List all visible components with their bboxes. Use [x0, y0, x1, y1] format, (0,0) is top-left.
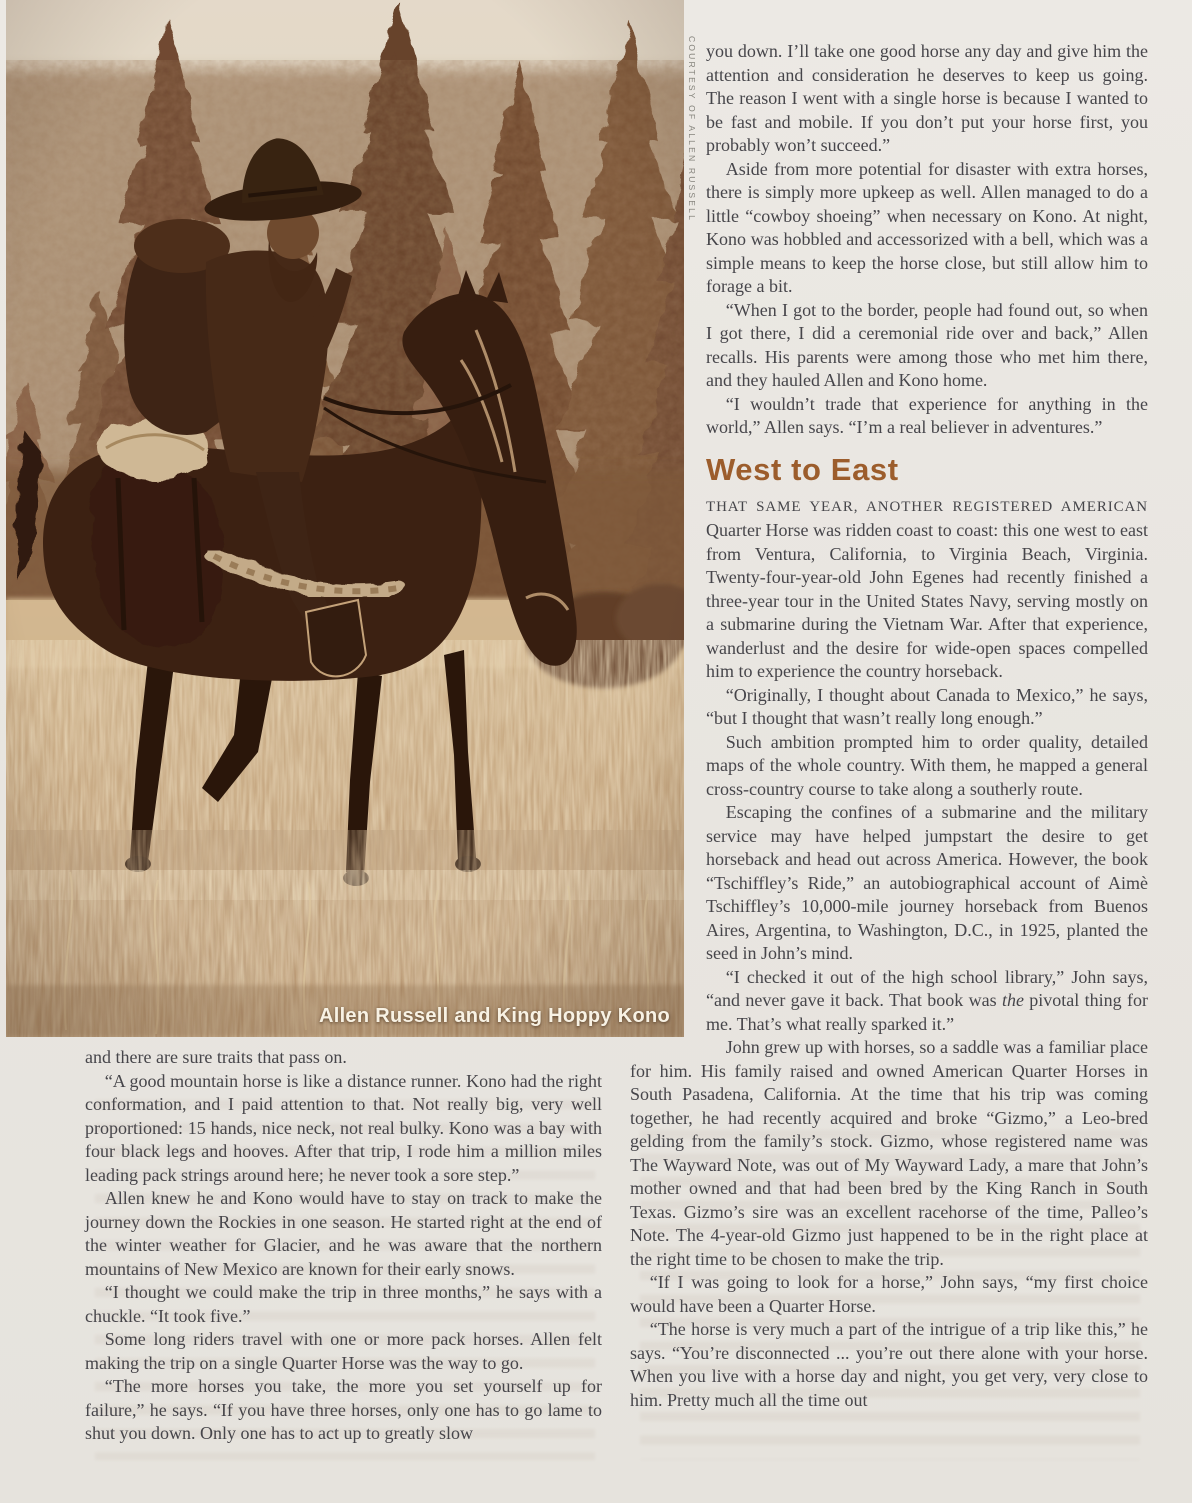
body-paragraph: “The horse is very much a part of the intrigue of a trip like this,” he says. “You’re disconnected ... you’re out there alone with your horse. When you live with a horse day and night, you get very, very close to him. Pretty much all the time out: [630, 1319, 1148, 1410]
body-paragraph: “The more horses you take, the more you set yourself up for failure,” he says. “If you have three horses, only one has to go lame to shut you down. Only one has to act up to greatly slow: [85, 1376, 602, 1443]
horseback-photo-illustration: [6, 0, 684, 1037]
body-paragraph: “When I got to the border, people had found out, so when I got there, I did a ceremonial ride over and back,” Allen recalls. His parents were among those who met him there, and they hauled Allen and Kono home.: [706, 299, 1148, 390]
body-paragraph: [630, 494, 1148, 684]
lead-paragraph-text: Quarter Horse was ridden coast to coast: this one west to east from Ventura, California, to Virginia Beach, Virginia. Twenty-four-year-old John Egenes had recently finished a three-year tour in the United States Navy, serving mostly on a submarine during the Vietnam War. After that experience, wanderlust and the desire for wide-open spaces compelled him to experience the country horseback.: [706, 520, 1148, 681]
body-paragraph: you down. I’ll take one good horse any day and give him the attention and consideration he deserves to keep us going. The reason I went with a single horse is because I wanted to be fast and mobile. If you don’t put your horse first, you probably won’t succeed.”: [706, 41, 1148, 155]
paragraph-text: pivotal thing for me. That’s what really sparked it.”: [706, 990, 1148, 1034]
body-paragraph: “If I was going to look for a horse,” John says, “my first choice would have been a Quarter Horse.: [630, 1272, 1148, 1316]
photo-allen-russell-on-horseback: [6, 0, 684, 1037]
body-paragraph: Escaping the confines of a submarine and the military service may have helped jumpstart the desire to get horseback and head out across America. However, the book “Tschiffley’s Ride,” an autobiographical account of Aimè Tschiffley’s 10,000-mile journey horseback from Buenos Aires, Argentina, to Washington, D.C., in 1925, planted the seed in John’s mind.: [706, 802, 1148, 963]
emphasized-word: the: [1001, 990, 1024, 1010]
body-paragraph: Some long riders travel with one or more pack horses. Allen felt making the trip on a single Quarter Horse was the way to go.: [85, 1329, 602, 1373]
paragraph-text: “I checked it out of the high school library,” John says, “and never gave it back. That book was: [706, 966, 1148, 1010]
body-paragraph: Such ambition prompted him to order quality, detailed maps of the whole country. With them, he mapped a general cross-country course to take along a southerly route.: [706, 731, 1148, 799]
body-paragraph: John grew up with horses, so a saddle was a familiar place for him. His family raised and owned American Quarter Horses in South Pasadena, California. At the time that his trip was coming together, he had recently acquired and broke “Gizmo,” a Leo-bred gelding from the family’s stock. Gizmo, whose registered name was The Wayward Note, was out of My Wayward Lady, a mare that John’s mother owned and that had been bred by the King Ranch in South Texas. Gizmo’s sire was an excellent racehorse of the time, Palleo’s Note. The 4-year-old Gizmo just happened to be in the right place at the right time to be chosen to make the trip.: [630, 1037, 1148, 1269]
body-paragraph: Allen knew he and Kono would have to stay on track to make the journey down the Rockies in one season. He started right at the end of the winter weather for Glacier, and he was aware that the northern mountains of New Mexico are known for their early snows.: [85, 1188, 602, 1279]
body-paragraph: “Originally, I thought about Canada to Mexico,” he says, “but I thought that wasn’t really long enough.”: [706, 684, 1148, 728]
body-paragraph: [630, 966, 1148, 1037]
body-paragraph: “A good mountain horse is like a distance runner. Kono had the right conformation, and I paid attention to that. Not really big, very well proportioned: 15 hands, nice neck, not real bulky. Kono was a bay with four black legs and hooves. After that trip, I rode him a million miles leading pack strings around here; he never took a sore step.”: [85, 1070, 602, 1185]
body-paragraph: “I wouldn’t trade that experience for anything in the world,” Allen says. “I’m a real believer in adventures.”: [706, 393, 1148, 437]
photo-wrap-spacer: [630, 40, 706, 1044]
photo-caption: Allen Russell and King Hoppy Kono: [318, 1005, 670, 1027]
section-heading-west-to-east: West to East: [706, 451, 899, 487]
left-column: [85, 1046, 602, 1446]
right-column: [630, 40, 1148, 1412]
body-paragraph: Aside from more potential for disaster with extra horses, there is simply more upkeep as well. Allen managed to do a little “cowboy shoeing” when necessary on Kono. At night, Kono was hobbled and accessorized with a bell, which was a simple means to keep the horse close, but still allow him to forage a bit.: [706, 158, 1148, 296]
photo-credit: COURTESY OF ALLEN RUSSELL: [687, 36, 697, 223]
body-paragraph: “I thought we could make the trip in three months,” he says with a chuckle. “It took five.”: [85, 1282, 602, 1326]
body-paragraph: and there are sure traits that pass on.: [85, 1047, 347, 1067]
lead-in-small-caps: THAT SAME YEAR, ANOTHER REGISTERED AMERICAN: [706, 498, 1148, 515]
